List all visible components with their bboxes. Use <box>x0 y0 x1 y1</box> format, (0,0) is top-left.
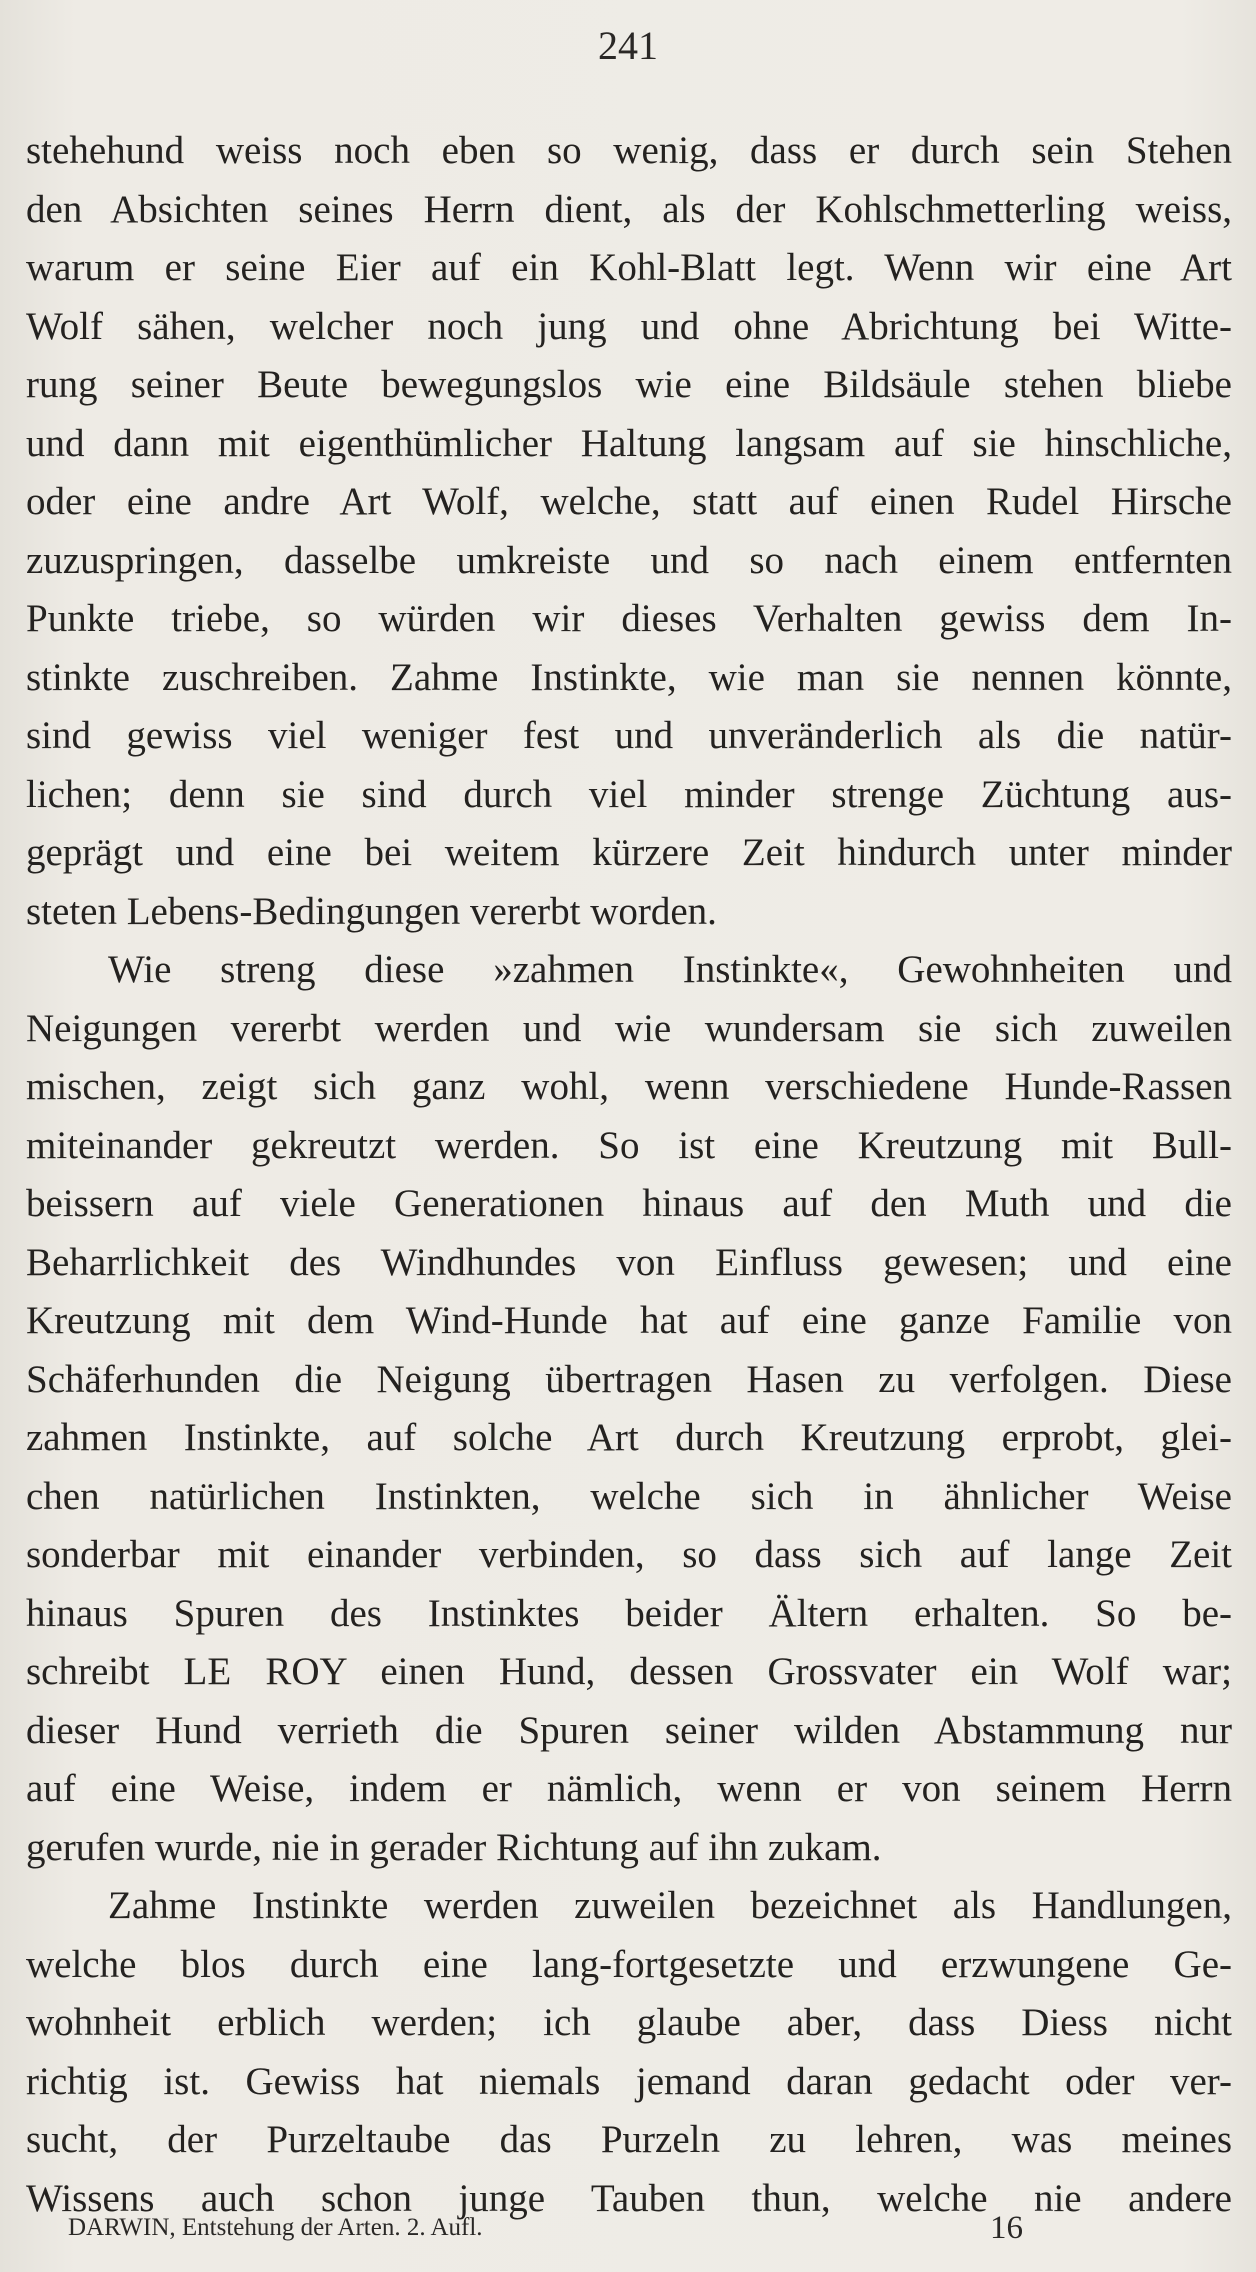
sheet-number: 16 <box>990 2210 1023 2246</box>
text-line: Beharrlichkeit des Windhundes von Einfluss gewesen; und eine <box>26 1240 1232 1284</box>
text-line-paragraph-end: steten Lebens-Bedingungen vererbt worden. <box>26 889 717 933</box>
text-line: sonderbar mit einander verbinden, so dass sich auf lange Zeit <box>26 1533 1232 1576</box>
text-line: welche blos durch eine lang-fortgesetzte und erzwungene Ge- <box>26 1942 1232 1986</box>
text-line: Wolf sähen, welcher noch jung und ohne Abrichtung bei Witte- <box>26 304 1232 348</box>
page-number: 241 <box>598 23 658 68</box>
text-line: dieser Hund verrieth die Spuren seiner wilden Abstammung nur <box>26 1708 1232 1752</box>
text-line: geprägt und eine bei weitem kürzere Zeit hindurch unter minder <box>26 831 1232 874</box>
text-line: sind gewiss viel weniger fest und unveränderlich als die natür- <box>26 714 1232 757</box>
page-footer <box>0 2210 1256 2260</box>
text-line: miteinander gekreutzt werden. So ist eine Kreutzung mit Bull- <box>26 1123 1232 1167</box>
text-line-paragraph-start: Zahme Instinkte werden zuweilen bezeichnet als Handlungen, <box>108 1884 1232 1927</box>
text-line: wohnheit erblich werden; ich glaube aber, dass Diess nicht <box>26 2001 1232 2044</box>
text-line: beissern auf viele Generationen hinaus auf den Muth und die <box>26 1182 1232 1225</box>
text-line: richtig ist. Gewiss hat niemals jemand daran gedacht oder ver- <box>26 2059 1232 2103</box>
text-line: den Absichten seines Herrn dient, als der Kohlschmetterling weiss, <box>26 187 1232 231</box>
text-line: stehehund weiss noch eben so wenig, dass er durch sein Stehen <box>26 129 1232 172</box>
text-line: Punkte triebe, so würden wir dieses Verhalten gewiss dem In- <box>26 597 1232 640</box>
text-line: stinkte zuschreiben. Zahme Instinkte, wie man sie nennen könnte, <box>26 655 1232 699</box>
text-line: auf eine Weise, indem er nämlich, wenn er von seinem Herrn <box>26 1767 1232 1810</box>
text-line: sucht, der Purzeltaube das Purzeln zu lehren, was meines <box>26 2118 1232 2161</box>
text-line: warum er seine Eier auf ein Kohl-Blatt legt. Wenn wir eine Art <box>26 246 1232 289</box>
text-line: schreibt LE ROY einen Hund, dessen Grossvater ein Wolf war; <box>26 1650 1232 1693</box>
text-line: zuzuspringen, dasselbe umkreiste und so nach einem entfernten <box>26 538 1232 582</box>
text-line-paragraph-start: Wie streng diese »zahmen Instinkte«, Gewohnheiten und <box>108 948 1232 991</box>
text-line: Schäferhunden die Neigung übertragen Hasen zu verfolgen. Diese <box>26 1357 1232 1401</box>
text-line: Wissens auch schon junge Tauben thun, welche nie andere <box>26 2176 1232 2220</box>
text-line: Kreutzung mit dem Wind-Hunde hat auf eine ganze Familie von <box>26 1299 1232 1342</box>
text-line: zahmen Instinkte, auf solche Art durch Kreutzung erprobt, glei- <box>26 1416 1232 1459</box>
text-line-paragraph-end: gerufen wurde, nie in gerader Richtung auf ihn zukam. <box>26 1825 882 1869</box>
text-line: und dann mit eigenthümlicher Haltung langsam auf sie hinschliche, <box>26 421 1232 465</box>
text-line: hinaus Spuren des Instinktes beider Ältern erhalten. So be- <box>26 1591 1232 1635</box>
text-line: oder eine andre Art Wolf, welche, statt auf einen Rudel Hirsche <box>26 480 1232 523</box>
text-line: chen natürlichen Instinkten, welche sich in ähnlicher Weise <box>26 1474 1232 1518</box>
signature-mark: DARWIN, Entstehung der Arten. 2. Aufl. <box>68 2214 483 2241</box>
body-text <box>26 122 1232 2228</box>
text-line: lichen; denn sie sind durch viel minder strenge Züchtung aus- <box>26 772 1232 816</box>
text-line: mischen, zeigt sich ganz wohl, wenn verschiedene Hunde-Rassen <box>26 1065 1232 1108</box>
text-line: Neigungen vererbt werden und wie wundersam sie sich zuweilen <box>26 1006 1232 1050</box>
text-line: rung seiner Beute bewegungslos wie eine Bildsäule stehen bliebe <box>26 363 1232 406</box>
